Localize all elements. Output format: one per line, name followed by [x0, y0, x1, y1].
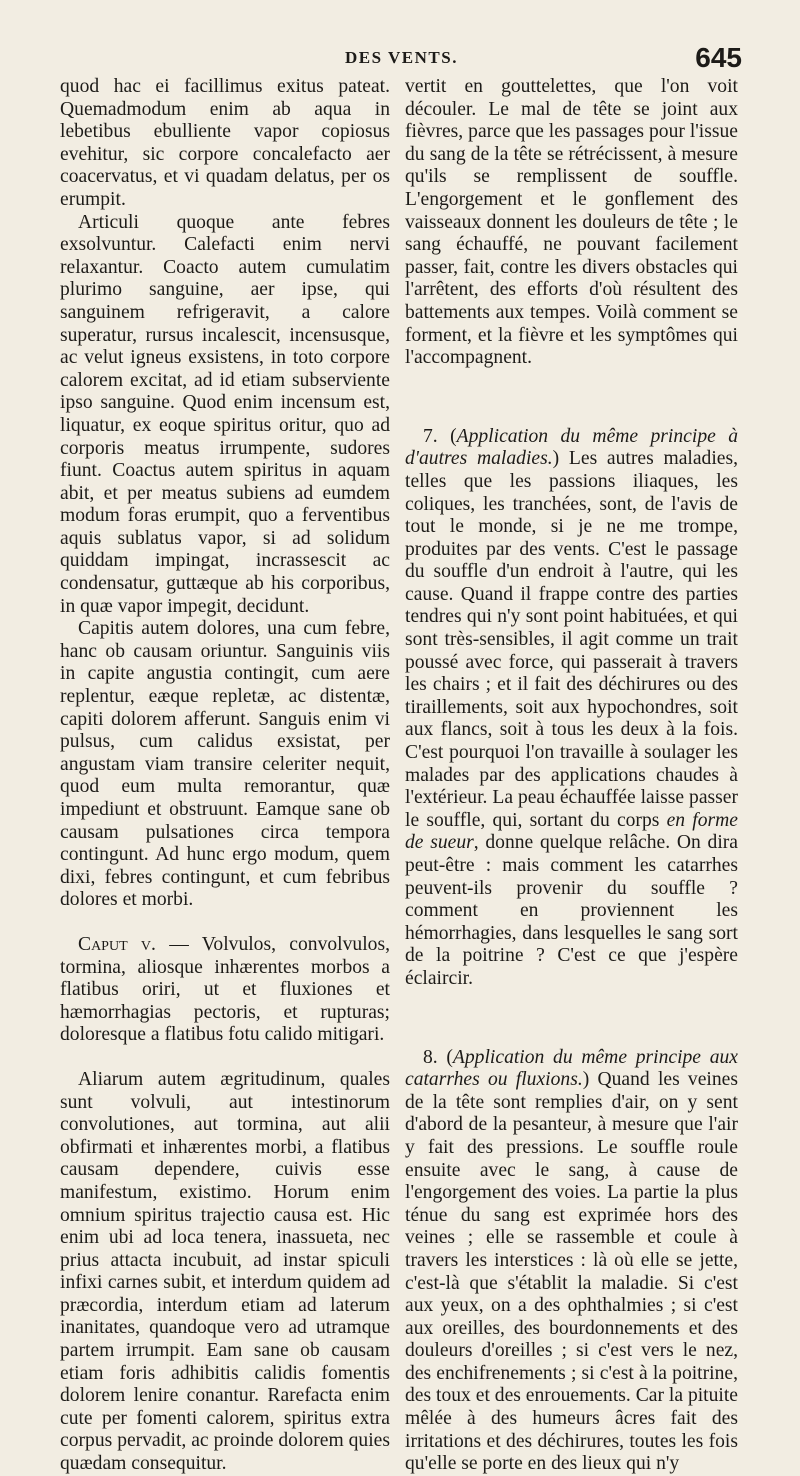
section-7-italic-phrase: en forme de sueur — [405, 809, 738, 854]
page-number: 645 — [695, 42, 742, 73]
latin-paragraph-2: Articuli quoque ante febres exsolvuntur. Calefacti enim nervi relaxantur. Coacto autem cumulatim plurimo sanguine, aer ipse, qui sanguinem refrigeravit, a calore superatur, rursus incalescit, incensusque, ac velut igneus exsistens, in toto corpore calorem excitat, ad id etiam subserviente ipso sanguine. Quod enim incensum est, liquatur, ex eoque spiritus oritur, quo ad corporis meatus irrumpente, sudores fiunt. Coactus autem spiritus in aquam abit, et per meatus subiens ad eumdem modum foras erumpit, quo a ferventibus aquis sublatus vapor, si ad solidum quiddam impingat, incrassescit ac condensatur, guttæque ab his corporibus, in quæ vapor impegit, decidunt. — [60, 211, 390, 617]
running-head — [60, 28, 760, 73]
latin-paragraph-5: Aliarum autem ægritudinum, quales sunt volvuli, aut intestinorum convolutiones, aut tormina, aut alii obfirmati et inhærentes morbi, a flatibus causam dependere, cuivis esse manifestum, existimo. Horum enim omnium spiritus trajectio causa est. Hic enim ubi ad loca tenera, inassueta, nec prius attacta incubuit, ad instar spiculi infixi carnes subit, et interdum quidem ad præcordia, interdum etiam ad laterum inanitates, quandoque vero ad utramque partem irrumpit. Eam sane ob causam etiam foris adhibitis calidis fomentis dolorem lenire conantur. Rarefacta enim cute per fomenti calorem, spiritus extra corpus pervadit, ac proinde dolorem quies quædam consequitur. — [60, 1068, 390, 1475]
french-section-8 — [405, 1047, 738, 1476]
latin-chapter-summary — [60, 934, 390, 1047]
section-7-tail: , donne quelque relâche. On dira peut-être : mais comment les catarrhes peuvent-ils provenir du souffle ? comment en proviennent les hémorrhagies, dans lesquelles le sang sort de la poitrine ? C'est ce que j'espère éclaircir. — [405, 832, 738, 989]
latin-paragraph-3: Capitis autem dolores, una cum febre, hanc ob causam oriuntur. Sanguinis viis in capite angustia contingit, cum aere replentur, eæque repletæ, ac distentæ, capiti dolorem afferunt. Sanguis enim vi pulsus, cum calidus exsistat, per angustam viam transire celeriter nequit, quod eum multa remorantur, quæ impediunt et obstruunt. Eamque sane ob causam pulsationes circa tempora contingunt. Ad hunc ergo modum, quem dixi, febres contingunt, et cum febribus dolores et morbi. — [60, 618, 390, 911]
french-paragraph-1: vertit en gouttelettes, que l'on voit découler. Le mal de tête se joint aux fièvres, parce que les passages pour l'issue du sang de la tête se rétrécissent, à mesure qu'ils se remplissent de souffle. L'engorgement et le gonflement des vaisseaux donnent les douleurs de tête ; le sang échauffé, ne pouvant facilement passer, fait, contre les divers obstacles qui l'arrêtent, des efforts d'où résultent des battements aux tempes. Voilà comment se forment, et la fièvre et les symptômes qui l'accompagnent. — [405, 76, 738, 369]
french-column — [405, 76, 738, 1476]
section-7-number: 7. ( — [423, 425, 457, 447]
section-8-number: 8. ( — [423, 1046, 453, 1068]
running-title: DES VENTS. — [345, 48, 458, 67]
section-8-body: ) Quand les veines de la tête sont remplies d'air, on y sent d'abord de la pesanteur, à mesure que l'air y fait des pressions. Le souffle roule ensuite avec le sang, à cause de l'engorgement des voies. La partie la plus ténue du sang est exprimée hors des veines ; elle se rassemble et coule à travers les interstices : là où elle se jette, c'est-là que s'établit la maladie. Si c'est aux yeux, on a des ophthalmies ; si c'est aux oreilles, des bourdonnements et des douleurs d'oreilles ; si c'est vers le nez, des enchifrenements ; si c'est à la poitrine, des toux et des enrouements. Car la pituite mêlée à des humeurs âcres fait des irritations et des déchirures, toutes les fois qu'elle se porte en des lieux qui n'y — [405, 1069, 739, 1475]
latin-paragraph-1: quod hac ei facillimus exitus pateat. Quemadmodum enim ab aqua in lebetibus ebulliente vapor copiosus evehitur, sic corpore concalefacto aer coacervatus, et vi quadam delatus, per os erumpit. — [60, 76, 390, 210]
chapter-heading: Caput v. — [78, 933, 156, 955]
french-section-7 — [405, 426, 738, 991]
section-8-title: Application du même principe aux catarrhes ou fluxions. — [405, 1046, 738, 1091]
latin-column — [60, 76, 390, 1476]
section-7-body: ) Les autres maladies, telles que les passions iliaques, les coliques, les tranchées, sont, de l'avis de tout le monde, si je ne me trompe, produites par des vents. C'est le passage du souffle d'un endroit à l'autre, qui les cause. Quand il frappe contre des parties tendres qui n'y sont point habituées, et qui sont très-sensibles, il agit comme un trait poussé avec force, qui passerait à travers les chairs ; et il fait des déchirures ou des tiraillements, soit aux hypochondres, soit aux flancs, soit à tous les deux à la fois. C'est pourquoi l'on travaille à soulager les malades par des applications chaudes à l'extérieur. La peau échauffée laisse passer le souffle, qui, sortant du corps — [405, 448, 738, 831]
section-7-title: Application du même principe à d'autres maladies. — [405, 425, 738, 470]
chapter-summary-text: — Volvulos, convolvulos, tormina, aliosque inhærentes morbos a flatibus oriri, ut et fluxiones et hæmorrhagias pectoris, et rupturas; doloresque a flatibus fotu calido mitigari. — [60, 933, 390, 1046]
